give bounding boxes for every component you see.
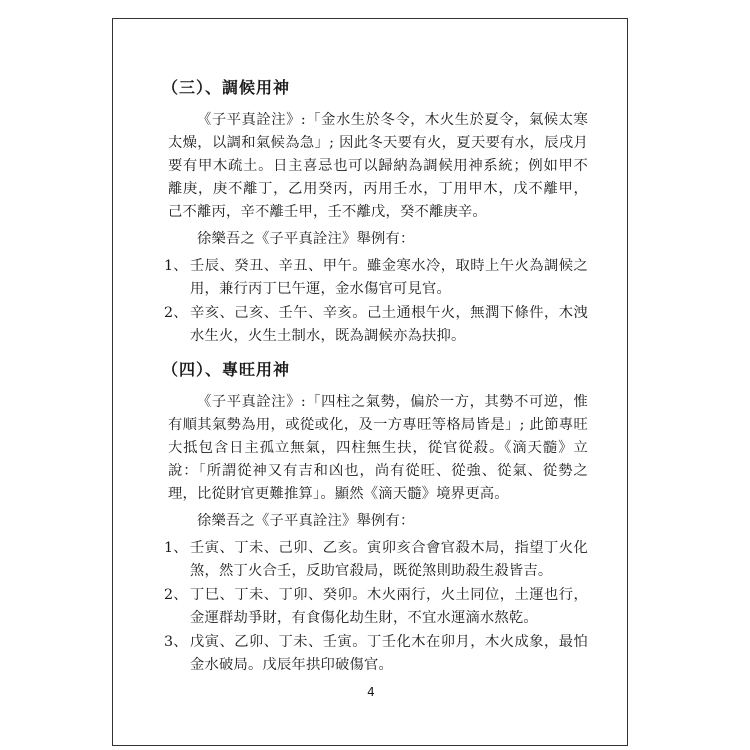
item-text: 壬寅、丁未、己卯、乙亥。寅卯亥合會官殺木局，指望丁火化煞，然丁火合壬，反助官殺局，既從煞則助殺生殺皆吉。 bbox=[190, 540, 588, 579]
item-number: 2、 bbox=[164, 305, 188, 321]
item-text: 戊寅、乙卯、丁未、壬寅。丁壬化木在卯月，木火成象，最怕金水破局。戊辰年拱印破傷官。 bbox=[190, 634, 588, 673]
section-4-paragraph: 《子平真詮注》:「四柱之氣勢，偏於一方，其勢不可逆，惟有順其氣勢為用，或從或化，及一方專旺等格局皆是」; 此節專旺大抵包含日主孤立無氣，四柱無生扶，從官從殺。《滴天髓》立說：「所謂從神又有吉和凶也，尚有從旺、從強、從氣、從勢之理，比從財官更難推算」。顯然《滴天髓》境界更高。 bbox=[168, 394, 588, 502]
item-number: 3、 bbox=[164, 634, 188, 650]
item-number: 1、 bbox=[164, 540, 188, 556]
section-gap bbox=[168, 349, 588, 359]
page-number: 4 bbox=[367, 685, 375, 699]
section-3-intro: 徐樂吾之《子平真詮注》舉例有： bbox=[197, 231, 415, 247]
section-3-item-2 bbox=[164, 302, 588, 348]
section-4-item-2 bbox=[164, 584, 588, 630]
section-3-heading: （三）、調候用神 bbox=[162, 78, 291, 97]
section-3-paragraph: 《子平真詮注》:「金水生於冬令，木火生於夏令，氣候太寒太燥，以調和氣候為急」; 因此冬天要有火，夏天要有水，辰戌月要有甲木疏土。日主喜忌也可以歸納為調候用神系統；例如甲不離庚，庚不離丁，乙用癸丙，丙用壬水，丁用甲木，戊不離甲，己不離丙，辛不離壬甲，壬不離戊，癸不離庚辛。 bbox=[168, 112, 588, 220]
item-number: 1、 bbox=[164, 258, 188, 274]
item-text: 壬辰、癸丑、辛丑、甲午。雖金寒水冷，取時上午火為調候之用，兼行丙丁巳午運，金水傷官可見官。 bbox=[190, 258, 588, 297]
book-page bbox=[112, 18, 628, 746]
page-content bbox=[162, 77, 588, 678]
item-text: 丁巳、丁未、丁卯、癸卯。木火兩行，火土同位，土運也行，金運群劫爭財，有食傷化劫生財，不宜水運滴水熬乾。 bbox=[190, 587, 588, 626]
item-text: 辛亥、己亥、壬午、辛亥。己土通根午火，無潤下條件，木洩水生火，火生土制水，既為調候亦為扶抑。 bbox=[190, 305, 588, 344]
item-number: 2、 bbox=[164, 587, 188, 603]
section-4-item-3 bbox=[164, 631, 588, 677]
section-4-intro: 徐樂吾之《子平真詮注》舉例有： bbox=[197, 513, 415, 529]
section-4-heading: （四）、專旺用神 bbox=[162, 360, 291, 379]
section-4-item-1 bbox=[164, 537, 588, 583]
section-3-item-1 bbox=[164, 255, 588, 301]
